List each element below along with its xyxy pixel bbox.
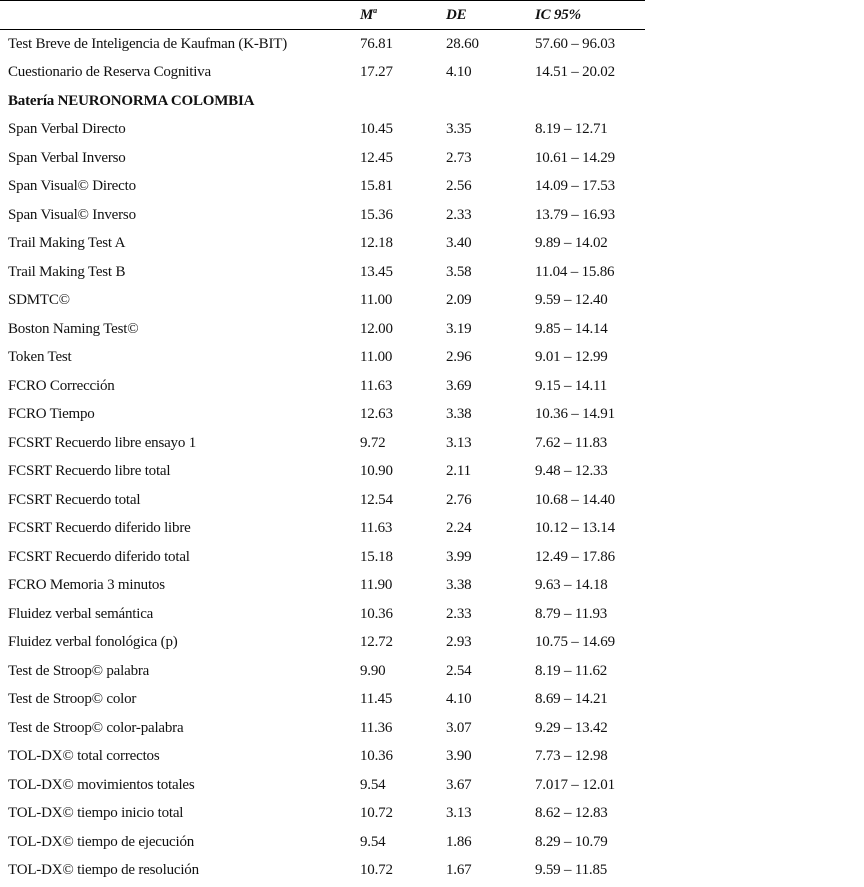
row-ci: 8.62 – 12.83 (535, 805, 608, 822)
row-ci: 7.017 – 12.01 (535, 776, 615, 793)
header-ci: IC 95% (535, 6, 581, 23)
row-sd: 4.10 (446, 691, 472, 708)
row-label: TOL-DX© tiempo de ejecución (8, 833, 195, 850)
row-mean: 11.63 (360, 377, 393, 394)
row-label: Trail Making Test A (8, 235, 126, 252)
row-sd: 3.35 (446, 121, 472, 138)
row-mean: 15.18 (360, 548, 393, 565)
row-label: TOL-DX© movimientos totales (8, 776, 195, 793)
row-mean: 9.54 (360, 833, 386, 850)
row-label: TOL-DX© total correctos (8, 748, 160, 765)
row-label: Test de Stroop© palabra (8, 662, 150, 679)
row-mean: 15.36 (360, 206, 393, 223)
table-row (0, 657, 645, 686)
table-row (0, 59, 645, 88)
row-sd: 2.09 (446, 292, 472, 309)
row-label: FCSRT Recuerdo total (8, 491, 141, 508)
row-ci: 12.49 – 17.86 (535, 548, 615, 565)
row-ci: 14.09 – 17.53 (535, 178, 615, 195)
row-mean: 12.18 (360, 235, 393, 252)
table-row (0, 344, 645, 373)
table-row (0, 401, 645, 430)
row-sd: 2.93 (446, 634, 472, 651)
row-sd: 3.99 (446, 548, 472, 565)
header-mean-sup: a (373, 6, 377, 15)
table-row (0, 828, 645, 857)
row-sd: 1.67 (446, 862, 472, 879)
row-ci: 9.63 – 14.18 (535, 577, 608, 594)
row-mean: 11.45 (360, 691, 393, 708)
row-mean: 9.72 (360, 434, 386, 451)
row-mean: 13.45 (360, 263, 393, 280)
table-row (0, 458, 645, 487)
row-sd: 3.19 (446, 320, 472, 337)
row-ci: 9.89 – 14.02 (535, 235, 608, 252)
row-mean: 10.72 (360, 862, 393, 879)
row-sd: 4.10 (446, 64, 472, 81)
table-row (0, 173, 645, 202)
row-ci: 8.69 – 14.21 (535, 691, 608, 708)
header-sd: DE (446, 6, 467, 23)
row-ci: 7.73 – 12.98 (535, 748, 608, 765)
row-ci: 10.12 – 13.14 (535, 520, 615, 537)
table-row (0, 201, 645, 230)
row-label: TOL-DX© tiempo de resolución (8, 862, 199, 879)
row-label: Boston Naming Test© (8, 320, 139, 337)
row-sd: 2.56 (446, 178, 472, 195)
row-sd: 3.13 (446, 805, 472, 822)
row-label: Span Verbal Inverso (8, 149, 126, 166)
row-sd: 2.33 (446, 206, 472, 223)
row-sd: 3.07 (446, 719, 472, 736)
row-label: FCSRT Recuerdo diferido total (8, 548, 190, 565)
row-sd: 3.38 (446, 406, 472, 423)
row-mean: 12.72 (360, 634, 393, 651)
row-label: FCRO Memoria 3 minutos (8, 577, 165, 594)
row-label: FCSRT Recuerdo diferido libre (8, 520, 191, 537)
row-ci: 57.60 – 96.03 (535, 35, 615, 52)
table-row (0, 515, 645, 544)
table-row (0, 486, 645, 515)
row-label: Trail Making Test B (8, 263, 126, 280)
row-label: Test Breve de Inteligencia de Kaufman (K-BIT) (8, 35, 287, 52)
table-row (0, 258, 645, 287)
row-ci: 9.01 – 12.99 (535, 349, 608, 366)
row-label: TOL-DX© tiempo inicio total (8, 805, 184, 822)
section-title: Batería NEURONORMA COLOMBIA (8, 92, 255, 109)
row-mean: 15.81 (360, 178, 393, 195)
row-mean: 9.90 (360, 662, 386, 679)
section-title-row (0, 87, 645, 116)
row-sd: 2.76 (446, 491, 472, 508)
row-mean: 10.90 (360, 463, 393, 480)
row-label: FCSRT Recuerdo libre ensayo 1 (8, 434, 196, 451)
row-ci: 9.15 – 14.11 (535, 377, 608, 394)
row-sd: 1.86 (446, 833, 472, 850)
row-label: Test de Stroop© color (8, 691, 137, 708)
row-ci: 9.29 – 13.42 (535, 719, 608, 736)
row-ci: 10.36 – 14.91 (535, 406, 615, 423)
row-label: Cuestionario de Reserva Cognitiva (8, 64, 211, 81)
row-mean: 17.27 (360, 64, 393, 81)
table-row (0, 429, 645, 458)
row-mean: 10.45 (360, 121, 393, 138)
table-row (0, 116, 645, 145)
row-ci: 9.59 – 11.85 (535, 862, 608, 879)
table-row (0, 686, 645, 715)
row-ci: 10.68 – 14.40 (535, 491, 615, 508)
row-label: Span Visual© Directo (8, 178, 136, 195)
row-ci: 8.29 – 10.79 (535, 833, 608, 850)
row-label: Fluidez verbal fonológica (p) (8, 634, 178, 651)
row-ci: 14.51 – 20.02 (535, 64, 615, 81)
row-mean: 10.72 (360, 805, 393, 822)
row-sd: 2.24 (446, 520, 472, 537)
row-mean: 12.54 (360, 491, 393, 508)
row-ci: 11.04 – 15.86 (535, 263, 615, 280)
row-mean: 12.00 (360, 320, 393, 337)
row-sd: 3.90 (446, 748, 472, 765)
row-sd: 2.96 (446, 349, 472, 366)
table-row (0, 857, 645, 886)
row-mean: 10.36 (360, 748, 393, 765)
row-mean: 11.63 (360, 520, 393, 537)
row-mean: 9.54 (360, 776, 386, 793)
table-row (0, 372, 645, 401)
table-row (0, 144, 645, 173)
row-sd: 3.38 (446, 577, 472, 594)
row-ci: 13.79 – 16.93 (535, 206, 615, 223)
table-row (0, 629, 645, 658)
table-row (0, 287, 645, 316)
row-sd: 3.69 (446, 377, 472, 394)
header-mean (360, 6, 446, 24)
header-row (0, 1, 645, 29)
row-mean: 12.63 (360, 406, 393, 423)
row-ci: 10.75 – 14.69 (535, 634, 615, 651)
row-label: SDMTC© (8, 292, 70, 309)
row-ci: 9.85 – 14.14 (535, 320, 608, 337)
row-sd: 3.58 (446, 263, 472, 280)
row-ci: 8.19 – 11.62 (535, 662, 608, 679)
table-row (0, 543, 645, 572)
row-mean: 11.00 (360, 292, 393, 309)
table-row (0, 714, 645, 743)
row-mean: 76.81 (360, 35, 393, 52)
row-label: Span Visual© Inverso (8, 206, 136, 223)
row-sd: 3.67 (446, 776, 472, 793)
row-label: Span Verbal Directo (8, 121, 126, 138)
row-ci: 9.59 – 12.40 (535, 292, 608, 309)
table-row (0, 600, 645, 629)
row-mean: 10.36 (360, 605, 393, 622)
row-sd: 28.60 (446, 35, 479, 52)
row-sd: 2.11 (446, 463, 471, 480)
row-ci: 8.79 – 11.93 (535, 605, 608, 622)
row-ci: 7.62 – 11.83 (535, 434, 608, 451)
table-row (0, 572, 645, 601)
row-label: FCRO Tiempo (8, 406, 95, 423)
row-mean: 12.45 (360, 149, 393, 166)
table-row (0, 771, 645, 800)
row-label: FCSRT Recuerdo libre total (8, 463, 171, 480)
table-row (0, 30, 645, 59)
row-mean: 11.00 (360, 349, 393, 366)
row-sd: 2.73 (446, 149, 472, 166)
row-label: FCRO Corrección (8, 377, 115, 394)
row-label: Fluidez verbal semántica (8, 605, 154, 622)
row-ci: 10.61 – 14.29 (535, 149, 615, 166)
row-ci: 9.48 – 12.33 (535, 463, 608, 480)
table-row (0, 230, 645, 259)
table-row (0, 743, 645, 772)
row-label: Token Test (8, 349, 72, 366)
row-sd: 2.54 (446, 662, 472, 679)
row-mean: 11.36 (360, 719, 393, 736)
table-row (0, 315, 645, 344)
row-sd: 3.40 (446, 235, 472, 252)
row-sd: 3.13 (446, 434, 472, 451)
row-sd: 2.33 (446, 605, 472, 622)
row-label: Test de Stroop© color-palabra (8, 719, 184, 736)
table-row (0, 800, 645, 829)
header-mean-text: M (360, 7, 374, 23)
row-ci: 8.19 – 12.71 (535, 121, 608, 138)
row-mean: 11.90 (360, 577, 393, 594)
